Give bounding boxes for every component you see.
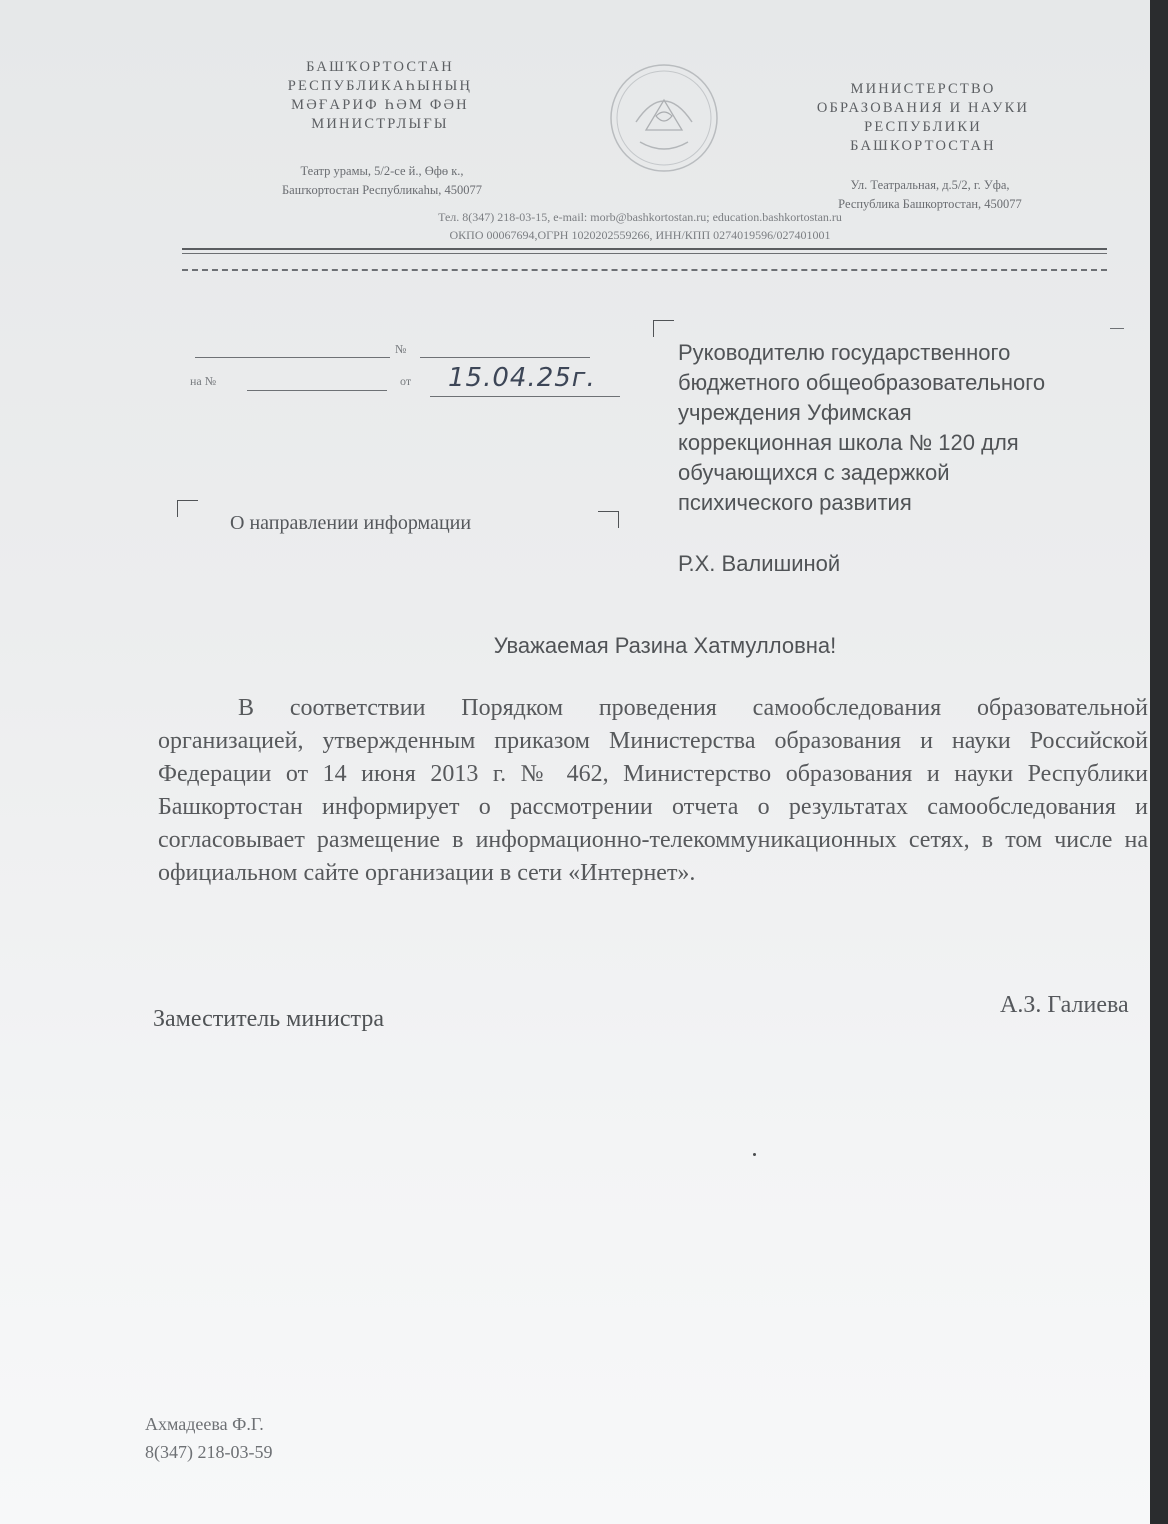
paper-speck: [753, 1153, 756, 1156]
outgoing-number-line: [195, 357, 390, 358]
letterhead-rule: [182, 253, 1107, 254]
letterhead-right-title-line: БАШКОРТОСТАН: [850, 138, 996, 154]
addressee-line: учреждения Уфимская: [678, 400, 912, 425]
letterhead-left-title-line: МИНИСТРЛЫҒЫ: [311, 116, 449, 132]
number-label: №: [395, 342, 407, 356]
letter-body: В соответствии Порядком проведения самообследования образовательной организацией, утвержденным приказом Министерства образования и науки Российской Федерации от 14 июня 2013 г. № 462, Министерство образования и науки Республики Башкортостан информирует о рассмотрении отчета о результатах самообследования и согласовывает размещение в информационно-телекоммуникационных сетях, в том числе на официальном сайте организации в сети «Интернет».: [158, 695, 1148, 886]
executor-phone: 8(347) 218-03-59: [145, 1442, 273, 1462]
letterhead-right-address-line: Республика Башкортостан, 450077: [838, 197, 1022, 211]
addressee-corner: [653, 320, 674, 337]
addressee-line: психического развития: [678, 490, 912, 515]
na-number-label: на №: [190, 374, 217, 388]
letterhead-right-title-line: РЕСПУБЛИКИ: [864, 119, 982, 135]
greeting: Уважаемая Разина Хатмулловна!: [493, 633, 837, 658]
subject-line: О направлении информации: [230, 512, 472, 534]
addressee-line: бюджетного общеобразовательного: [678, 370, 1046, 395]
letterhead-right-title: [798, 80, 1048, 156]
addressee-line: Руководителю государственного: [678, 340, 1011, 365]
handwritten-date: 15.04.25г.: [448, 363, 596, 393]
subject-corner-right: [598, 511, 619, 528]
letterhead-left-address-line: Башҡортостан Республикаһы, 450077: [281, 183, 482, 197]
incoming-number-line: [247, 390, 387, 391]
date-line: [430, 396, 620, 397]
letterhead-left-address: [222, 162, 542, 200]
addressee-block: [678, 338, 1098, 518]
addressee-line: обучающихся с задержкой: [678, 460, 950, 485]
letterhead-rule-dashed: [182, 269, 1107, 271]
subject-corner-left: [177, 500, 198, 517]
bashkortostan-emblem-icon: [606, 60, 722, 176]
addressee-name: Р.Х. Валишиной: [678, 551, 841, 576]
executor-name: Ахмадеева Ф.Г.: [145, 1414, 264, 1434]
letterhead-right-title-line: МИНИСТЕРСТВО: [850, 81, 996, 97]
letterhead-left-title-line: РЕСПУБЛИКАҺЫНЫҢ: [287, 78, 473, 94]
letterhead-left-address-line: Театр урамы, 5/2-се й., Өфө к.,: [300, 164, 464, 178]
letterhead-contacts: Тел. 8(347) 218-03-15, e-mail: morb@bashkortostan.ru; education.bashkortostan.ru: [438, 210, 842, 224]
outgoing-number-value-line: [420, 357, 590, 358]
addressee-corner-right: [1110, 328, 1124, 329]
letterhead-registration: ОКПО 00067694,ОГРН 1020202559266, ИНН/КПП 0274019596/027401001: [449, 228, 831, 242]
ot-label: от: [400, 374, 412, 388]
letterhead-left-title: [250, 58, 510, 134]
letterhead-right-title-line: ОБРАЗОВАНИЯ И НАУКИ: [816, 100, 1030, 116]
letterhead-left-title-line: БАШҠОРТОСТАН: [306, 59, 454, 75]
letterhead-right-address-line: Ул. Театральная, д.5/2, г. Уфа,: [850, 178, 1010, 192]
letterhead-left-title-line: МӘҒАРИФ ҺӘМ ФӘН: [291, 97, 469, 113]
addressee-line: коррекционная школа № 120 для: [678, 430, 1019, 455]
signatory-name: А.З. Галиева: [1000, 992, 1129, 1018]
letterhead-right-address: [790, 176, 1070, 214]
letterhead-rule: [182, 248, 1107, 250]
signatory-title: Заместитель министра: [153, 1006, 384, 1032]
